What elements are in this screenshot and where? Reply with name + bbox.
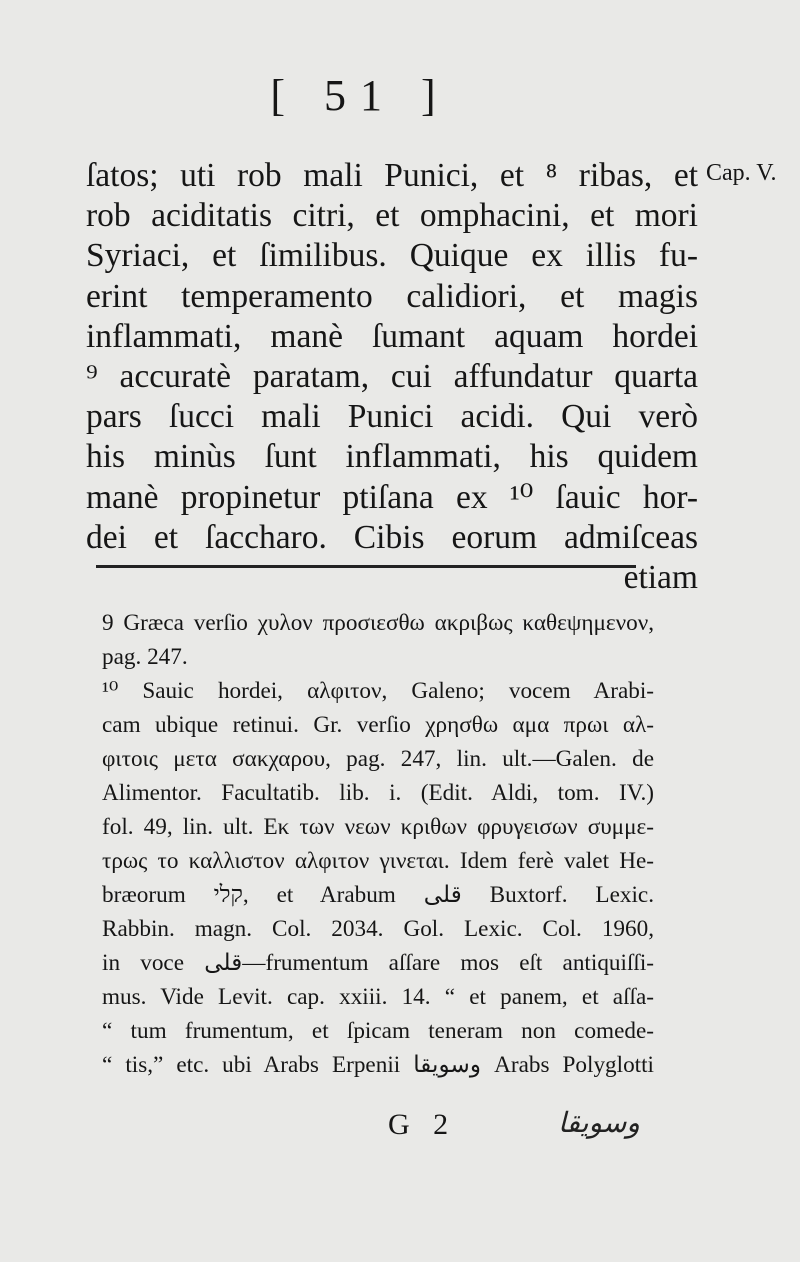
footnote-line: φιτοις μετα σακχαρου, pag. 247, lin. ult.—Galen. de: [102, 746, 654, 772]
footnote-line: “ tis,” etc. ubi Arabs Erpenii وسويقا Arabs Polyglotti: [102, 1052, 654, 1078]
handwritten-annotation: وسويقا: [558, 1106, 640, 1139]
text-line: rob aciditatis citri, et omphacini, et mori: [86, 197, 698, 235]
catchword: etiam: [623, 558, 698, 596]
text-line: Syriaci, et ſimilibus. Quique ex illis fu-: [86, 237, 698, 275]
footnote-line: τρως το καλλιστον αλφιτον γινεται. Idem ferè valet He-: [102, 848, 654, 874]
text-line: pars ſucci mali Punici acidi. Qui verò: [86, 398, 698, 436]
text-line: his minùs ſunt inflammati, his quidem: [86, 438, 698, 476]
footnote-line: 9 Græca verſio χυλον προσιεσθω ακριβως καθεψημενον,: [102, 610, 654, 636]
footnote-line: Alimentor. Facultatib. lib. i. (Edit. Aldi, tom. IV.): [102, 780, 654, 806]
text-line: manè propinetur ptiſana ex ¹⁰ ſauic hor-: [86, 478, 698, 516]
footnote-line: ¹⁰ Sauic hordei, αλφιτον, Galeno; vocem Arabi-: [102, 678, 654, 704]
footnote-line: bræorum קלי, et Arabum قلى Buxtorf. Lexic.: [102, 882, 654, 908]
footnote-line: cam ubique retinui. Gr. verſio χρησθω αμα πρωι αλ-: [102, 712, 654, 738]
footnote-line: pag. 247.: [102, 644, 188, 670]
text-line: dei et ſaccharo. Cibis eorum admiſceas: [86, 518, 698, 556]
footnotes: [102, 606, 654, 1082]
footnote-line: in voce قلى—frumentum aſſare mos eſt antiquiſſi-: [102, 950, 654, 976]
margin-note: Cap. V.: [706, 160, 777, 186]
signature-mark: G 2: [388, 1108, 457, 1141]
footnote-line: mus. Vide Levit. cap. xxiii. 14. “ et panem, et aſſa-: [102, 984, 654, 1010]
text-line: ſatos; uti rob mali Punici, et ⁸ ribas, et: [86, 157, 698, 194]
text-line: inflammati, manè ſumant aquam hordei: [86, 317, 698, 355]
footnote-line: “ tum frumentum, et ſpicam teneram non comede-: [102, 1018, 654, 1044]
text-line: erint temperamento calidiori, et magis: [86, 277, 698, 315]
text-line: ⁹ accuratè paratam, cui affundatur quarta: [86, 357, 698, 395]
footnote-line: fol. 49, lin. ult. Εκ των νεων κριθων φρυγεισων συμμε-: [102, 814, 654, 840]
footnote-line: Rabbin. magn. Col. 2034. Gol. Lexic. Col. 1960,: [102, 916, 654, 942]
footnote-divider: [96, 565, 636, 568]
page-number: [ 51 ]: [270, 71, 450, 120]
main-text: [86, 156, 698, 598]
